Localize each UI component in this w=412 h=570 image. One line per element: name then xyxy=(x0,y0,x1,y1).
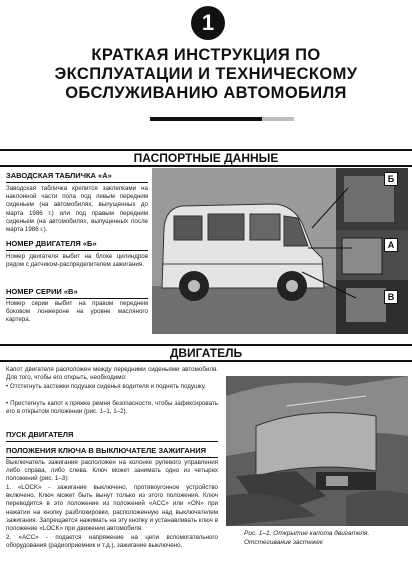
lock-position-text: 1. «LOCK» - зажигание выключено, противоугонное устройство включено. Ключ может быть вынут только из этого положения. Ключ переводится в это положение из положений «ACC» или «ON» при нажатии на кнопку разблокировки, расположенную над выключателем зажигания. Запрещается нажимать на эту кнопку и устанавливать ключ в положение «LOCK» при движении автомобиля. xyxy=(6,484,218,533)
subheading-series-number: НОМЕР СЕРИИ «В» xyxy=(6,287,148,299)
section-heading-passport: ПАСПОРТНЫЕ ДАННЫЕ xyxy=(0,149,412,167)
subheading-engine-start: ПУСК ДВИГАТЕЛЯ xyxy=(6,430,218,442)
subheading-engine-number: НОМЕР ДВИГАТЕЛЯ «Б» xyxy=(6,239,148,251)
subheading-plate: ЗАВОДСКАЯ ТАБЛИЧКА «А» xyxy=(6,171,148,183)
title-line-1: КРАТКАЯ ИНСТРУКЦИЯ ПО xyxy=(91,46,321,64)
callout-a-label: А xyxy=(384,238,398,252)
engine-intro-text: Капот двигателя расположен между передними сиденьями автомобиля. Для того, чтобы его открыть, необходимо: xyxy=(6,366,218,382)
series-number-text: Номер серии выбит на правом переднем боковом лонжероне на уровне масляного картера. xyxy=(6,300,148,324)
subheading-key-positions: ПОЛОЖЕНИЯ КЛЮЧА В ВЫКЛЮЧАТЕЛЕ ЗАЖИГАНИЯ xyxy=(6,446,218,458)
plate-text: Заводская табличка крепится заклепками на наклонной части пола под левым передним сиденьем (на автомобилях, выпущенных до марта 1986 г.) или под правым передним сиденьем (на автомобилях, выпущенных после марта 1986 г.). xyxy=(6,185,148,234)
acc-position-text: 2. «ACC» - подается напряжение на цепи вспомогательного оборудования (радиоприемник и т.д.), зажигание выключено. xyxy=(6,534,218,550)
engine-number-text: Номер двигателя выбит на блоке цилиндров рядом с датчиком-распределителем зажигания. xyxy=(6,253,148,269)
chapter-number-badge: 1 xyxy=(191,6,225,40)
engine-bullet-1: • Отстегнуть застежки подушки сиденья водителя и поднять подушку. xyxy=(6,383,206,390)
engine-hood-photo xyxy=(226,376,408,526)
key-positions-text: Выключатель зажигания расположен на колонке рулевого управления либо справа, либо слева. Ключ может занимать одно из четырех положений (рис. 1–3): xyxy=(6,459,218,483)
section-heading-engine: ДВИГАТЕЛЬ xyxy=(0,344,412,362)
title-underline-light xyxy=(262,117,294,121)
callout-v-label: В xyxy=(384,290,398,304)
figure-caption: Рис. 1–1. Открытие капота двигателя. Отстегивание застежек xyxy=(244,530,370,546)
title-line-3: ОБСЛУЖИВАНИЮ АВТОМОБИЛЯ xyxy=(65,84,347,102)
callout-b-label: Б xyxy=(384,172,398,186)
page-title xyxy=(24,46,388,103)
engine-bullet-2: • Пристегнуть капот к пряжке ремня безопасности, чтобы зафиксировать его в открытом положении (рис. 1–1, 1–2). xyxy=(6,400,218,416)
title-underline-dark xyxy=(150,117,262,121)
van-photo xyxy=(152,168,408,334)
title-line-2: ЭКСПЛУАТАЦИИ И ТЕХНИЧЕСКОМУ xyxy=(54,65,358,83)
